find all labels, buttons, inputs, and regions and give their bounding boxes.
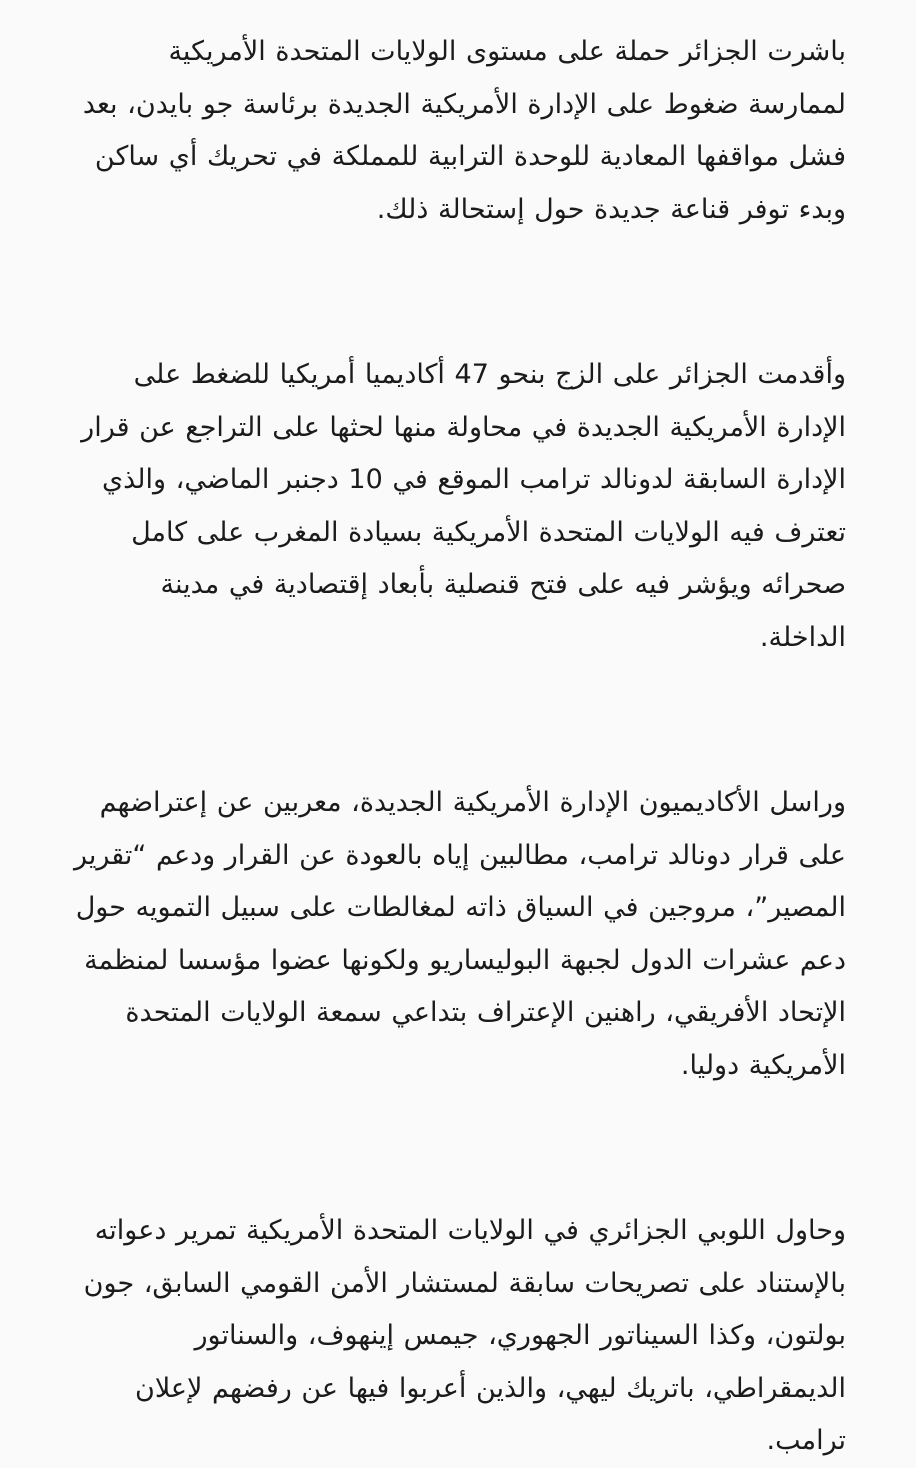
paragraph-spacer [70,1092,846,1205]
paragraph-3: وراسل الأكاديميون الإدارة الأمريكية الجديدة، معربين عن إعتراضهم على قرار دونالد ترامب، مطالبين إياه بالعودة عن القرار ودعم “تقرير المصير”، مروجين في السياق ذاته لمغالطات على سبيل التمويه حول دعم عشرات الدول لجبهة البوليساريو ولكونها عضوا مؤسسا لمنظمة الإتحاد الأفريقي، راهنين الإعتراف بتداعي سمعة الولايات المتحدة الأمريكية دوليا. [73,787,846,1081]
paragraph-spacer [70,236,846,349]
paragraph-spacer [70,664,846,777]
paragraph-2: وأقدمت الجزائر على الزج بنحو 47 أكاديميا أمريكيا للضغط على الإدارة الأمريكية الجديدة في محاولة منها لحثها على التراجع عن قرار الإدارة السابقة لدونالد ترامب الموقع في 10 دجنبر الماضي، والذي تعترف فيه الولايات المتحدة الأمريكية بسيادة المغرب على كامل صحرائه ويؤشر فيه على فتح قنصلية بأبعاد إقتصادية في مدينة الداخلة. [81,359,846,653]
paragraph-4: وحاول اللوبي الجزائري في الولايات المتحدة الأمريكية تمرير دعواته بالإستناد على تصريحات سابقة لمستشار الأمن القومي السابق، جون بولتون، وكذا السيناتور الجهوري، جيمس إينهوف، والسناتور الديمقراطي، باتريك ليهي، والذين أعربوا فيها عن رفضهم لإعلان ترامب. [83,1215,846,1456]
article-body [70,26,846,1468]
paragraph-1: باشرت الجزائر حملة على مستوى الولايات المتحدة الأمريكية لممارسة ضغوط على الإدارة الأمريكية الجديدة برئاسة جو بايدن، بعد فشل مواقفها المعادية للوحدة الترابية للمملكة في تحريك أي ساكن وبدء توفر قناعة جديدة حول إستحالة ذلك. [82,36,846,225]
